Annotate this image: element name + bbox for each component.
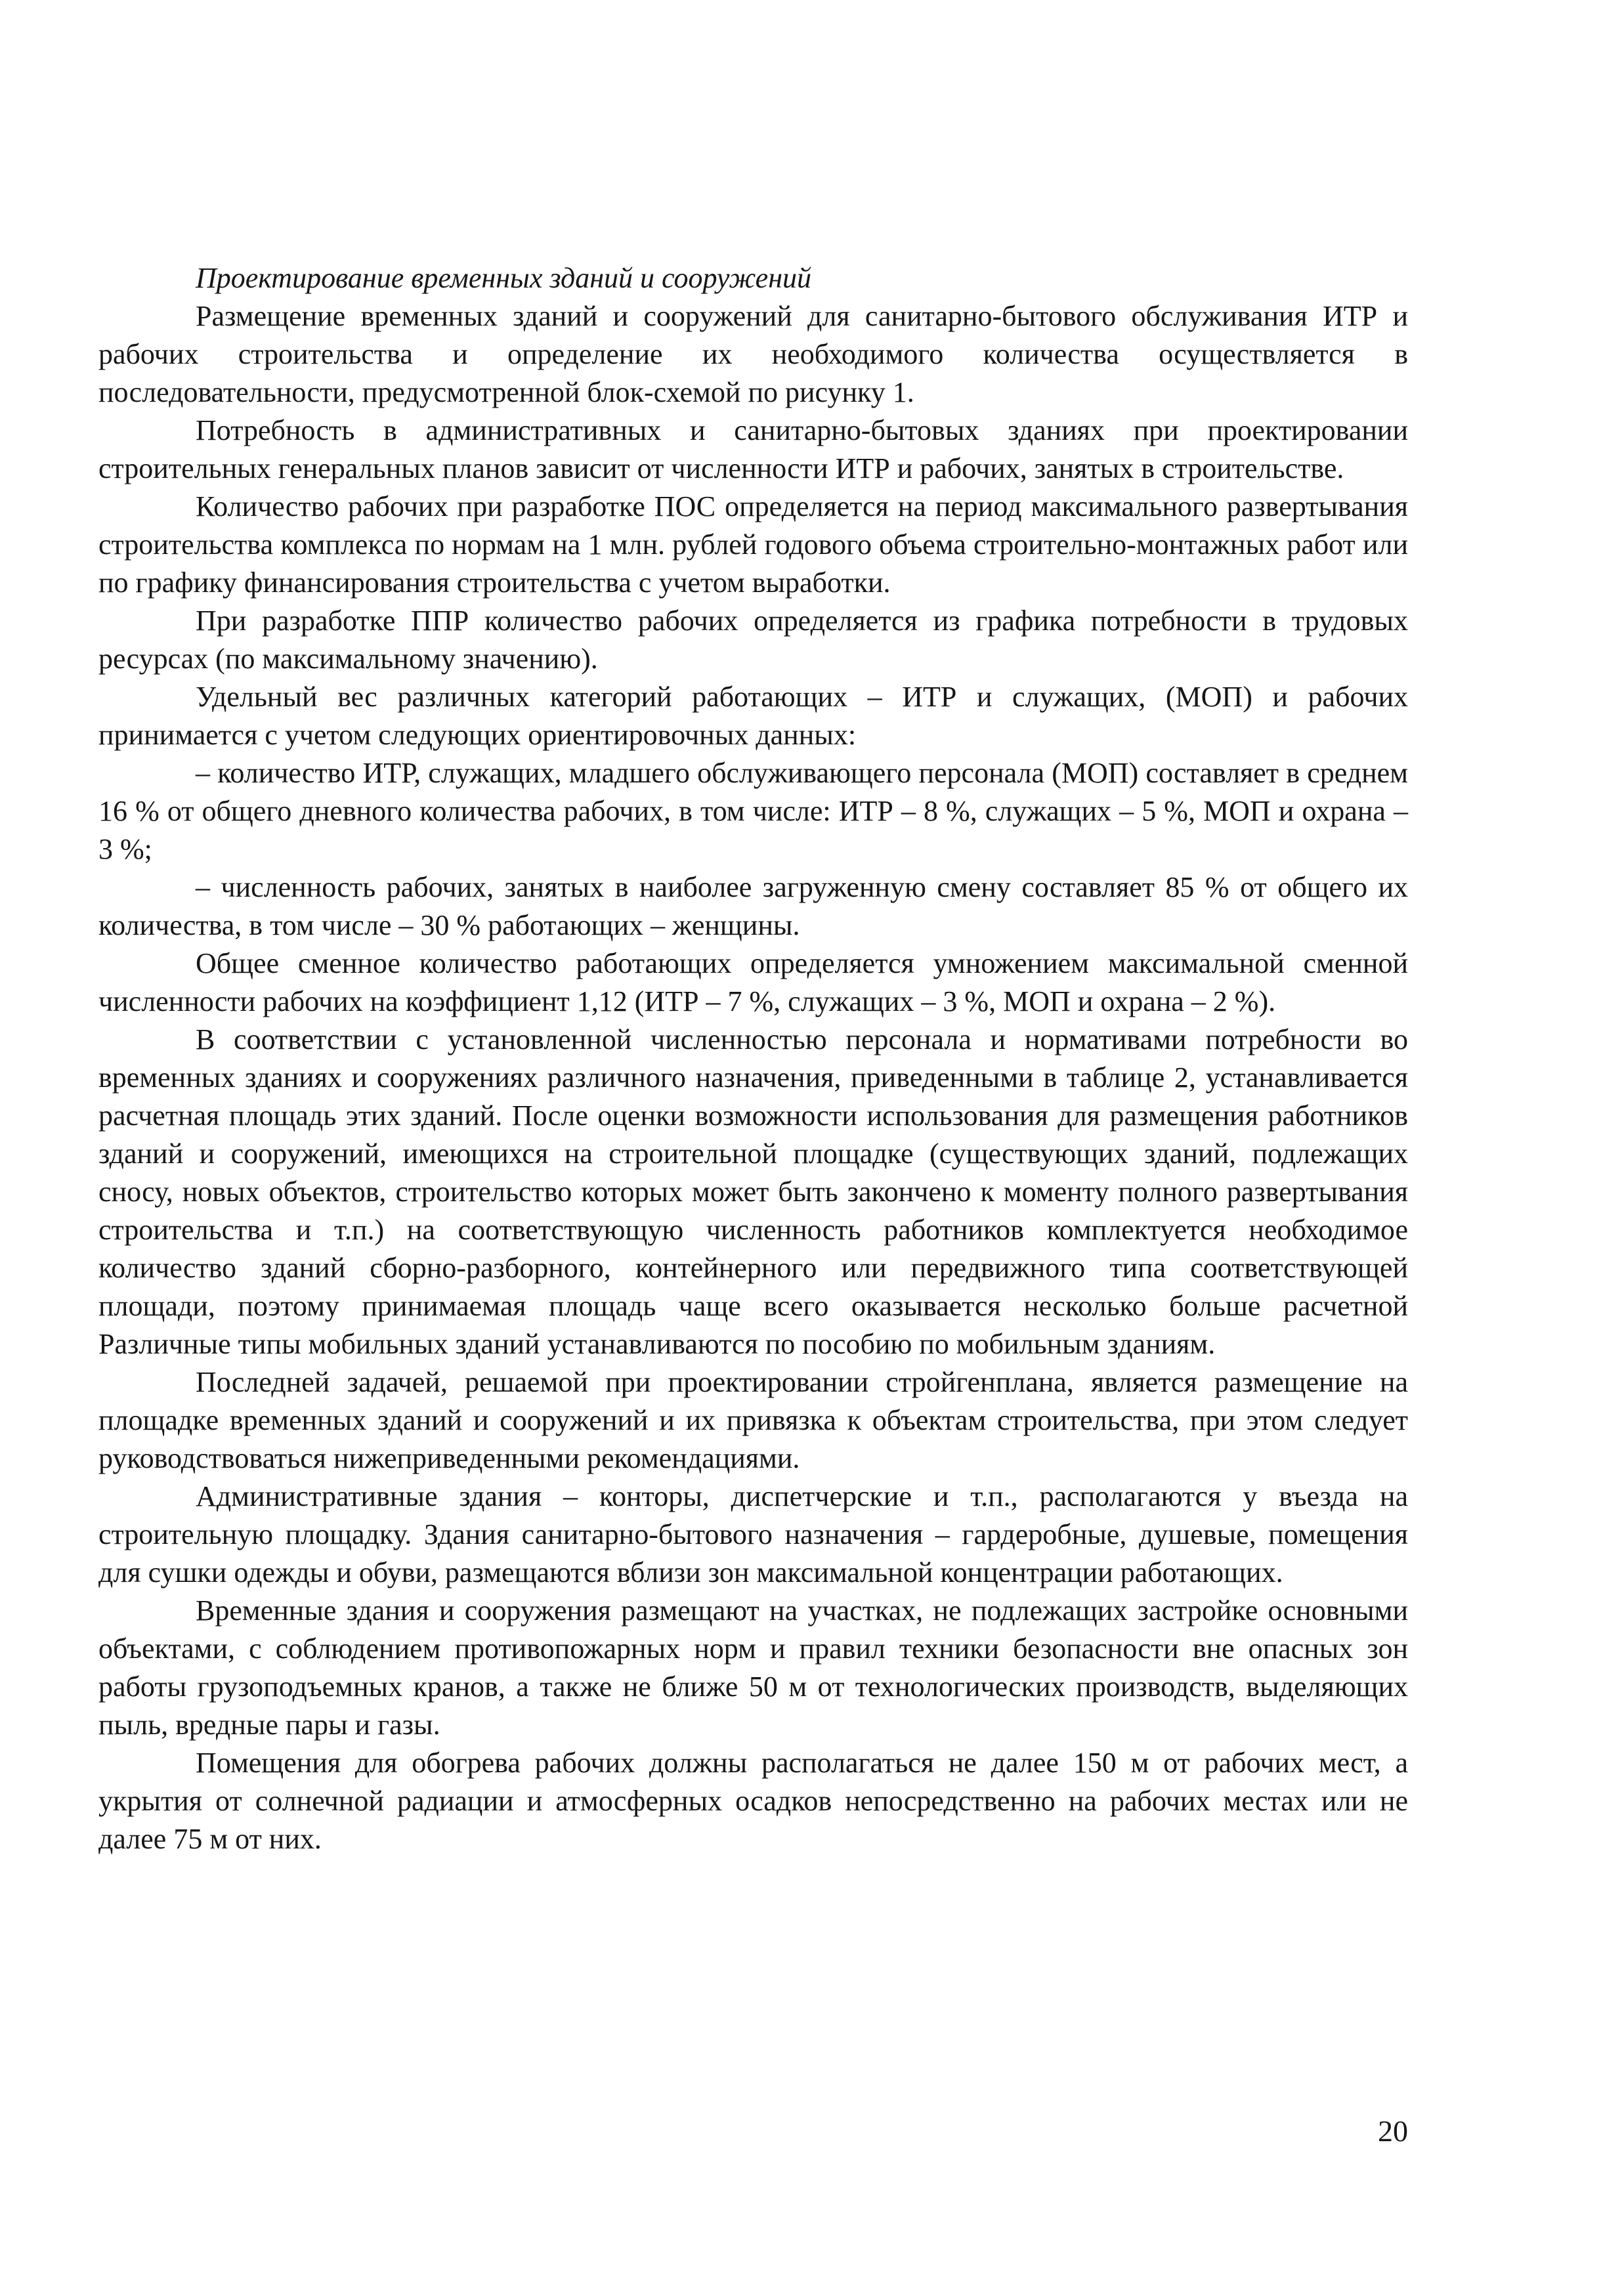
page-body (98, 259, 1408, 1858)
list-item: – количество ИТР, служащих, младшего обслуживающего персонала (МОП) составляет в среднем 16 % от общего дневного количества рабочих, в том числе: ИТР – 8 %, служащих – 5 %, МОП и охрана – 3 %; (98, 757, 1408, 865)
section-heading: Проектирование временных зданий и сооружений (196, 262, 812, 294)
paragraph: Количество рабочих при разработке ПОС определяется на период максимального развертывания строительства комплекса по нормам на 1 млн. рублей годового объема строительно-монтажных работ или по графику финансирования строительства с учетом выработки. (98, 490, 1408, 599)
page-number: 20 (1378, 2114, 1408, 2148)
paragraph: При разработке ППР количество рабочих определяется из графика потребности в трудовых ресурсах (по максимальному значению). (98, 605, 1408, 675)
paragraph: Помещения для обогрева рабочих должны располагаться не далее 150 м от рабочих мест, а укрытия от солнечной радиации и атмосферных осадков непосредственно на рабочих местах или не далее 75 м от них. (98, 1747, 1408, 1855)
paragraph: Общее сменное количество работающих определяется умножением максимальной сменной численности рабочих на коэффициент 1,12 (ИТР – 7 %, служащих – 3 %, МОП и охрана – 2 %). (98, 947, 1408, 1017)
paragraph: Размещение временных зданий и сооружений для санитарно-бытового обслуживания ИТР и рабочих строительства и определение их необходимого количества осуществляется в последовательности, предусмотренной блок-схемой по рисунку 1. (98, 300, 1408, 408)
paragraph: Потребность в административных и санитарно-бытовых зданиях при проектировании строительных генеральных планов зависит от численности ИТР и рабочих, занятых в строительстве. (98, 414, 1408, 484)
paragraph: Временные здания и сооружения размещают на участках, не подлежащих застройке основными объектами, с соблюдением противопожарных норм и правил техники безопасности вне опасных зон работы грузоподъемных кранов, а также не ближе 50 м от технологических производств, выделяющих пыль, вредные пары и газы. (98, 1594, 1408, 1741)
paragraph: Удельный вес различных категорий работающих – ИТР и служащих, (МОП) и рабочих принимается с учетом следующих ориентировочных данных: (98, 681, 1408, 751)
paragraph: Административные здания – конторы, диспетчерские и т.п., располагаются у въезда на строительную площадку. Здания санитарно-бытового назначения – гардеробные, душевые, помещения для сушки одежды и обуви, размещаются вблизи зон максимальной концентрации работающих. (98, 1480, 1408, 1588)
list-item: – численность рабочих, занятых в наиболее загруженную смену составляет 85 % от общего их количества, в том числе – 30 % работающих – женщины. (98, 871, 1408, 941)
paragraph: Последней задачей, решаемой при проектировании стройгенплана, является размещение на площадке временных зданий и сооружений и их привязка к объектам строительства, при этом следует руководствоваться нижеприведенными рекомендациями. (98, 1366, 1408, 1474)
paragraph: В соответствии с установленной численностью персонала и нормативами потребности во временных зданиях и сооружениях различного назначения, приведенными в таблице 2, устанавливается расчетная площадь этих зданий. После оценки возможности использования для размещения работников зданий и сооружений, имеющихся на строительной площадке (существующих зданий, подлежащих сносу, новых объектов, строительство которых может быть закончено к моменту полного развертывания строительства и т.п.) на соответствующую численность работников комплектуется необходимое количество зданий сборно-разборного, контейнерного или передвижного типа соответствующей площади, поэтому принимаемая площадь чаще всего оказывается несколько больше расчетной Различные типы мобильных зданий устанавливаются по пособию по мобильным зданиям. (98, 1023, 1408, 1360)
